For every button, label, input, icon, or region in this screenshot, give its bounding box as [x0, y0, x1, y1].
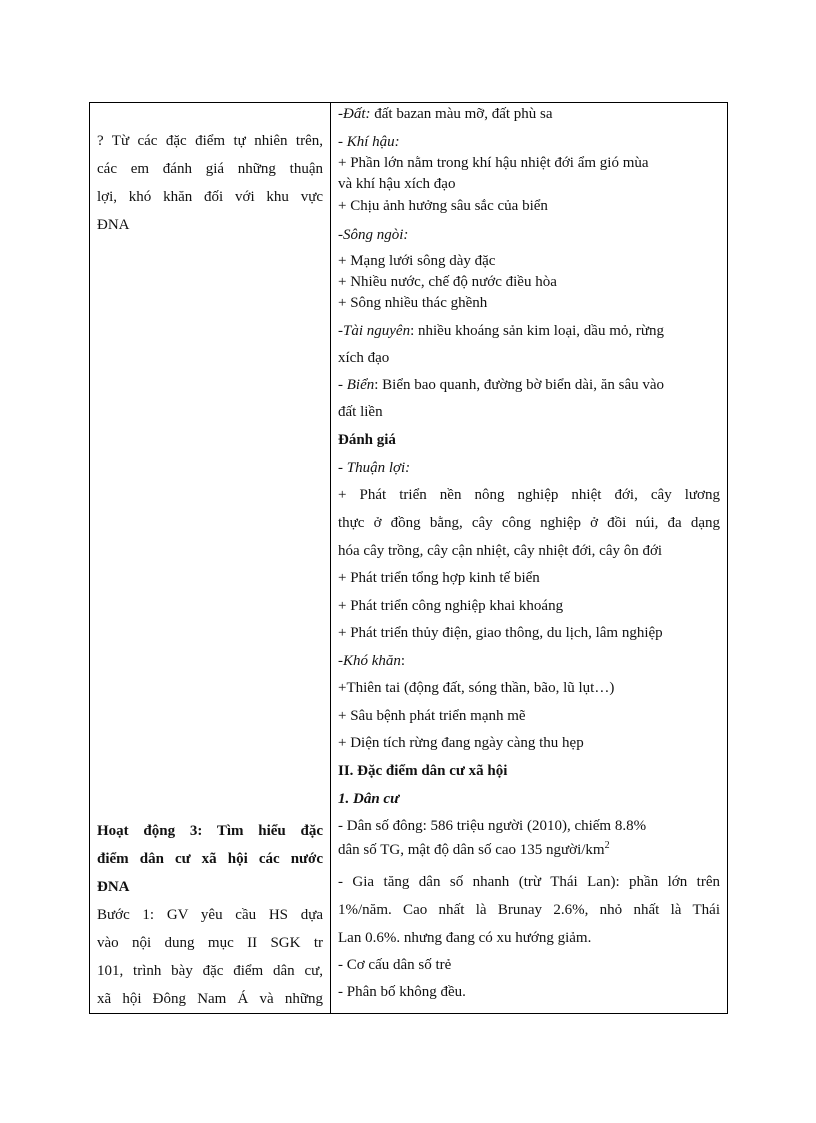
advantage-item: hóa cây trồng, cây cận nhiệt, cây nhiệt đới, cây ôn đới — [338, 543, 663, 559]
climate-item: và khí hậu xích đạo — [338, 176, 456, 192]
sea-label: Biển — [346, 377, 375, 393]
section2-title: II. Đặc điểm dân cư xã hội — [338, 763, 508, 779]
question-line: các em đánh giá những thuận — [97, 161, 323, 177]
population-density-text: dân số TG, mật độ dân số cao 135 người/km — [338, 842, 605, 858]
step1-line: Bước 1: GV yêu cầu HS dựa — [97, 907, 323, 923]
population-title: 1. Dân cư — [338, 791, 400, 807]
resources-line — [338, 322, 664, 340]
advantage-item: + Phát triển tổng hợp kinh tế biển — [338, 570, 540, 586]
advantage-item: + Phát triển nền nông nghiệp nhiệt đới, cây lương — [338, 487, 720, 503]
advantages-label: - Thuận lợi: — [338, 460, 411, 476]
sea-line — [338, 376, 664, 394]
advantage-item: thực ở đồng bằng, cây công nghiệp ở đồi núi, đa dạng — [338, 515, 720, 531]
activity3-title-line: ĐNA — [97, 879, 130, 895]
climate-label: - Khí hậu: — [338, 134, 400, 150]
population-item: - Phân bố không đều. — [338, 984, 466, 1000]
sea-text: : Biển bao quanh, đường bờ biển dài, ăn sâu vào — [374, 377, 665, 393]
population-item: Lan 0.6%. nhưng đang có xu hướng giảm. — [338, 930, 592, 946]
resources-text: : nhiều khoáng sản kim loại, dầu mỏ, rừng — [410, 323, 665, 339]
advantage-item: + Phát triển thủy điện, giao thông, du lịch, lâm nghiệp — [338, 625, 663, 641]
question-line: ĐNA — [97, 217, 130, 233]
evaluation-title: Đánh giá — [338, 432, 396, 448]
lesson-table — [89, 102, 728, 1014]
soil-label: -Đất: — [338, 106, 371, 122]
disadvantage-item: + Sâu bệnh phát triển mạnh mẽ — [338, 708, 526, 724]
resources-label: -Tài nguyên — [338, 323, 411, 339]
superscript-2: 2 — [604, 840, 610, 851]
question-line: lợi, khó khăn đối với khu vực — [97, 189, 323, 205]
question-line: ? Từ các đặc điểm tự nhiên trên, — [97, 133, 323, 149]
table-row — [90, 103, 728, 1014]
activity3-title-line: Hoạt động 3: Tìm hiểu đặc — [97, 823, 323, 839]
population-item — [338, 841, 610, 859]
teacher-activity-cell — [90, 103, 331, 1014]
disadvantages-line — [338, 652, 405, 670]
rivers-item: + Sông nhiều thác ghềnh — [338, 295, 488, 311]
advantage-item: + Phát triển công nghiệp khai khoáng — [338, 598, 564, 614]
rivers-label: -Sông ngòi: — [338, 227, 409, 243]
rivers-item: + Nhiều nước, chế độ nước điều hòa — [338, 274, 557, 290]
step1-line: 101, trình bày đặc điểm dân cư, — [97, 963, 323, 979]
content-cell — [331, 103, 728, 1014]
soil-text: đất bazan màu mỡ, đất phù sa — [370, 106, 553, 122]
step1-line: vào nội dung mục II SGK tr — [97, 935, 323, 951]
population-item: 1%/năm. Cao nhất là Brunay 2.6%, nhỏ nhất là Thái — [338, 902, 720, 918]
rivers-item: + Mạng lưới sông dày đặc — [338, 253, 496, 269]
soil-line — [338, 105, 553, 123]
resources-line: xích đạo — [338, 350, 390, 366]
activity3-title-line: điểm dân cư xã hội các nước — [97, 851, 323, 867]
sea-line: đất liền — [338, 404, 383, 420]
disadvantage-item: +Thiên tai (động đất, sóng thần, bão, lũ lụt…) — [338, 680, 615, 696]
step1-line: xã hội Đông Nam Á và những — [97, 991, 323, 1007]
population-item: - Dân số đông: 586 triệu người (2010), chiếm 8.8% — [338, 818, 647, 834]
population-item: - Cơ cấu dân số trẻ — [338, 957, 452, 973]
disadvantages-label: -Khó khăn — [338, 653, 401, 669]
disadvantage-item: + Diện tích rừng đang ngày càng thu hẹp — [338, 735, 584, 751]
sea-prefix: - — [338, 377, 347, 393]
population-item: - Gia tăng dân số nhanh (trừ Thái Lan): phần lớn trên — [338, 874, 720, 890]
disadvantages-colon: : — [400, 653, 406, 669]
climate-item: + Chịu ảnh hưởng sâu sắc của biển — [338, 198, 548, 214]
climate-item: + Phần lớn nằm trong khí hậu nhiệt đới ẩm gió mùa — [338, 155, 649, 171]
